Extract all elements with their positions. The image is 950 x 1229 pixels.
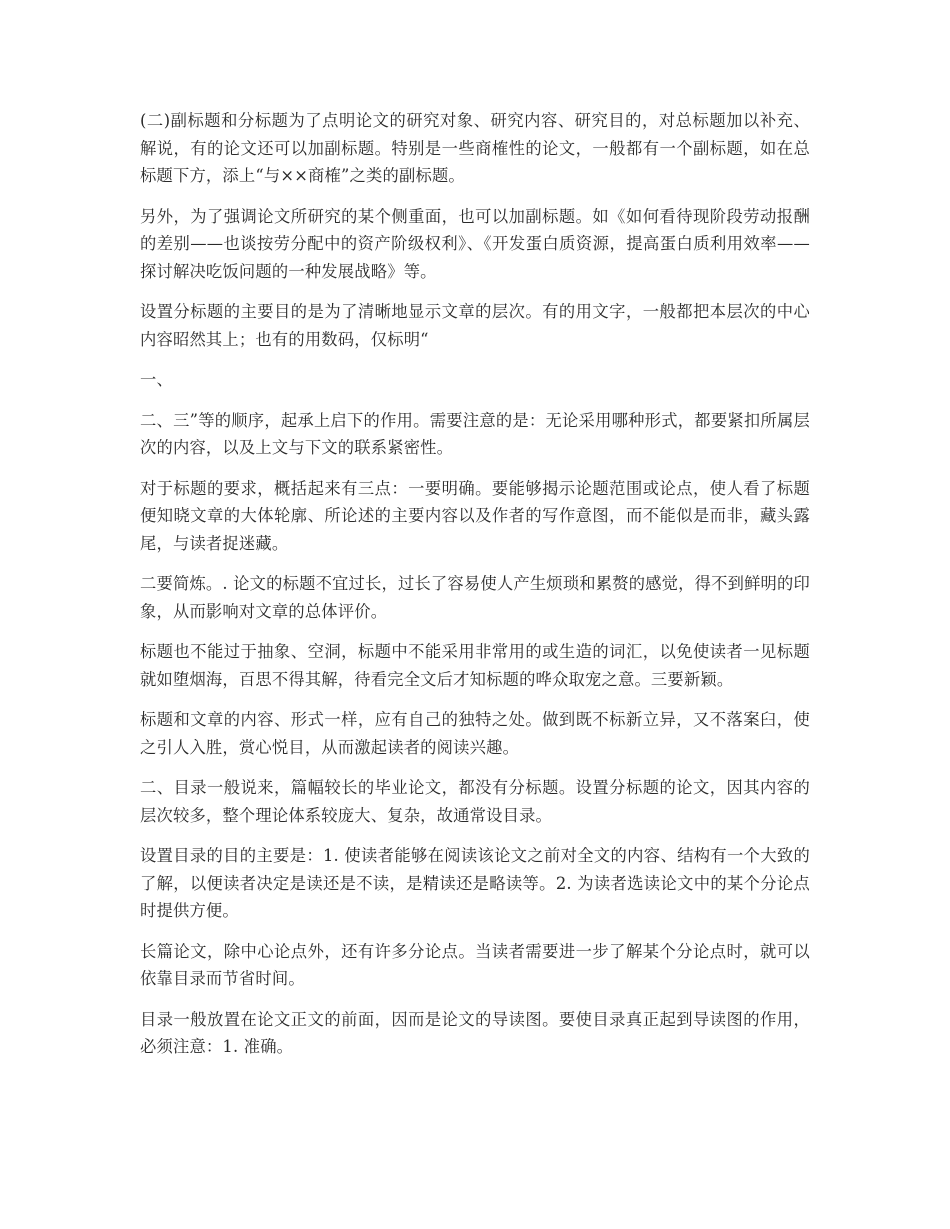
paragraph-long-paper: 长篇论文，除中心论点外，还有许多分论点。当读者需要进一步了解某个分论点时，就可以依靠目录而节省时间。 bbox=[140, 941, 810, 988]
paragraph-toc-placement: 目录一般放置在论文正文的前面，因而是论文的导读图。要使目录真正起到导读图的作用，必须注意：1. 准确。 bbox=[140, 1009, 810, 1056]
paragraph-table-of-contents: 二、目录一般说来，篇幅较长的毕业论文，都没有分标题。设置分标题的论文，因其内容的层次较多，整个理论体系较庞大、复杂，故通常设目录。 bbox=[140, 778, 810, 825]
paragraph-concise: 二要简炼。. 论文的标题不宜过长，过长了容易使人产生烦琐和累赘的感觉，得不到鲜明的印象，从而影响对文章的总体评价。 bbox=[140, 574, 811, 621]
paragraph-novel: 标题和文章的内容、形式一样，应有自己的独特之处。做到既不标新立异，又不落案臼，使之引人入胜，赏心悦目，从而激起读者的阅读兴趣。 bbox=[140, 710, 810, 757]
paragraph-subtitle-intro: (二)副标题和分标题为了点明论文的研究对象、研究内容、研究目的，对总标题加以补充、解说，有的论文还可以加副标题。特别是一些商榷性的论文，一般都有一个副标题，如在总标题下方，添上“与××商榷”之类的副标题。 bbox=[140, 111, 810, 185]
paragraph-numeral-one: 一、 bbox=[140, 370, 173, 389]
paragraph-toc-purpose: 设置目录的目的主要是：1. 使读者能够在阅读该论文之前对全文的内容、结构有一个大致的了解，以便读者决定是读还是不读，是精读还是略读等。2. 为读者选读论文中的某个分论点时提供方便。 bbox=[140, 846, 810, 920]
paragraph-subheading-purpose: 设置分标题的主要目的是为了清晰地显示文章的层次。有的用文字，一般都把本层次的中心内容昭然其上；也有的用数码，仅标明“ bbox=[140, 302, 810, 349]
paragraph-numeral-order: 二、三”等的顺序，起承上启下的作用。需要注意的是：无论采用哪种形式，都要紧扣所属层次的内容，以及上文与下文的联系紧密性。 bbox=[140, 410, 810, 457]
paragraph-not-abstract: 标题也不能过于抽象、空洞，标题中不能采用非常用的或生造的词汇，以免使读者一见标题就如堕烟海，百思不得其解，待看完全文后才知标题的哗众取宠之意。三要新颖。 bbox=[140, 642, 810, 689]
paragraph-title-requirements: 对于标题的要求，概括起来有三点：一要明确。要能够揭示论题范围或论点，使人看了标题便知晓文章的大体轮廓、所论述的主要内容以及作者的写作意图，而不能似是而非，藏头露尾，与读者捉迷藏。 bbox=[140, 478, 810, 553]
document-page bbox=[140, 107, 810, 1074]
paragraph-subtitle-emphasis: 另外，为了强调论文所研究的某个侧重面，也可以加副标题。如《如何看待现阶段劳动报酬的差别——也谈按劳分配中的资产阶级权利》、《开发蛋白质资源，提高蛋白质利用效率——探讨解决吃饭问题的一种发展战略》等。 bbox=[140, 206, 810, 281]
